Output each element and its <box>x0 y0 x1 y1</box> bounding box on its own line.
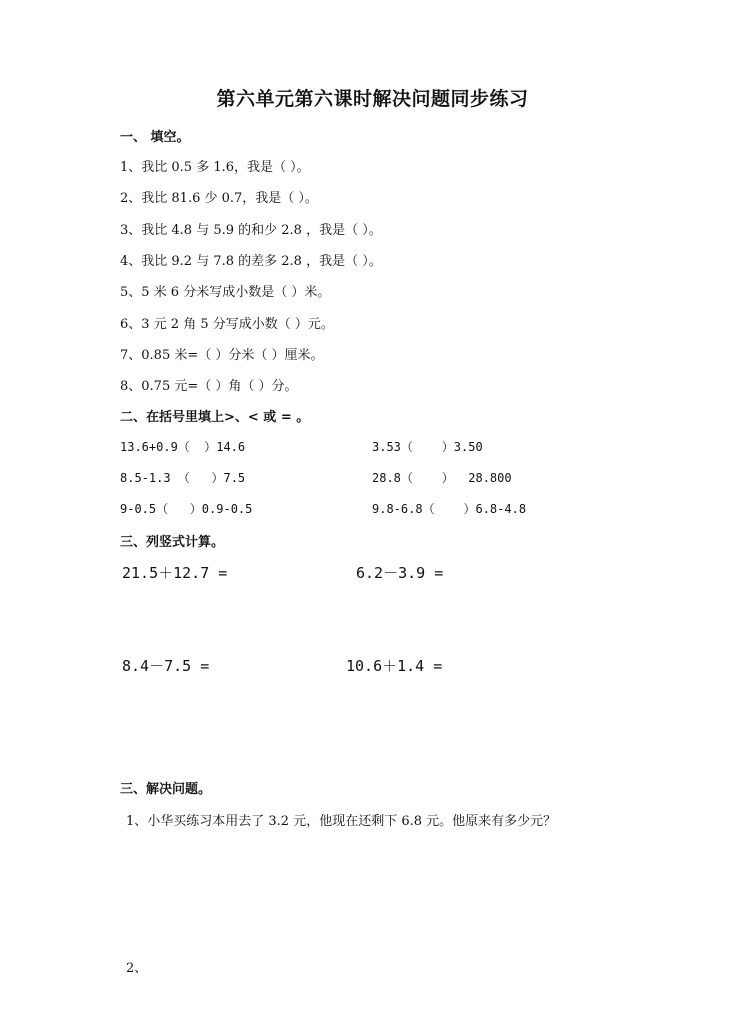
word-problem: 1、小华买练习本用去了 3.2 元，他现在还剩下 6.8 元。他原来有多少元？ <box>126 814 557 829</box>
compare-item: 8.5-1.3 （ ）7.5 <box>120 471 246 485</box>
compare-item: 9-0.5（ ）0.9-0.5 <box>120 502 253 516</box>
word-problem: 2、 <box>126 961 148 976</box>
calc-item: 21.5＋12.7 = <box>122 564 228 582</box>
fill-blank-item: 7、0.85 米=（ ）分米（ ）厘米。 <box>120 348 324 363</box>
fill-blank-item: 6、3 元 2 角 5 分写成小数（ ）元。 <box>120 317 334 332</box>
calc-item: 10.6＋1.4 = <box>346 657 443 675</box>
fill-blank-item: 2、我比 81.6 少 0.7，我是（ ）。 <box>120 191 318 206</box>
fill-blank-item: 5、5 米 6 分米写成小数是（ ）米。 <box>120 285 331 300</box>
fill-blank-item: 3、我比 4.8 与 5.9 的和少 2.8 ，我是（ ）。 <box>120 223 382 238</box>
compare-item: 3.53（ ）3.50 <box>372 440 483 454</box>
calc-item: 6.2－3.9 = <box>356 564 444 582</box>
compare-item: 28.8（ ） 28.800 <box>372 471 512 485</box>
section-heading-compare: 二、在括号里填上>、< 或 = 。 <box>120 410 310 425</box>
fill-blank-item: 4、我比 9.2 与 7.8 的差多 2.8 ，我是（ ）。 <box>120 254 382 269</box>
section-heading-vertical-calc: 三、列竖式计算。 <box>120 535 225 550</box>
compare-item: 9.8-6.8（ ）6.8-4.8 <box>372 502 527 516</box>
section-heading-word-problems: 三、解决问题。 <box>120 782 212 797</box>
fill-blank-item: 8、0.75 元=（ ）角（ ）分。 <box>120 379 298 394</box>
calc-item: 8.4－7.5 = <box>122 657 210 675</box>
compare-item: 13.6+0.9（ ）14.6 <box>120 440 246 454</box>
section-heading-fill-blank: 一、 填空。 <box>120 130 190 145</box>
page-title: 第六单元第六课时解决问题同步练习 <box>216 88 529 110</box>
fill-blank-item: 1、我比 0.5 多 1.6，我是（ ）。 <box>120 160 310 175</box>
